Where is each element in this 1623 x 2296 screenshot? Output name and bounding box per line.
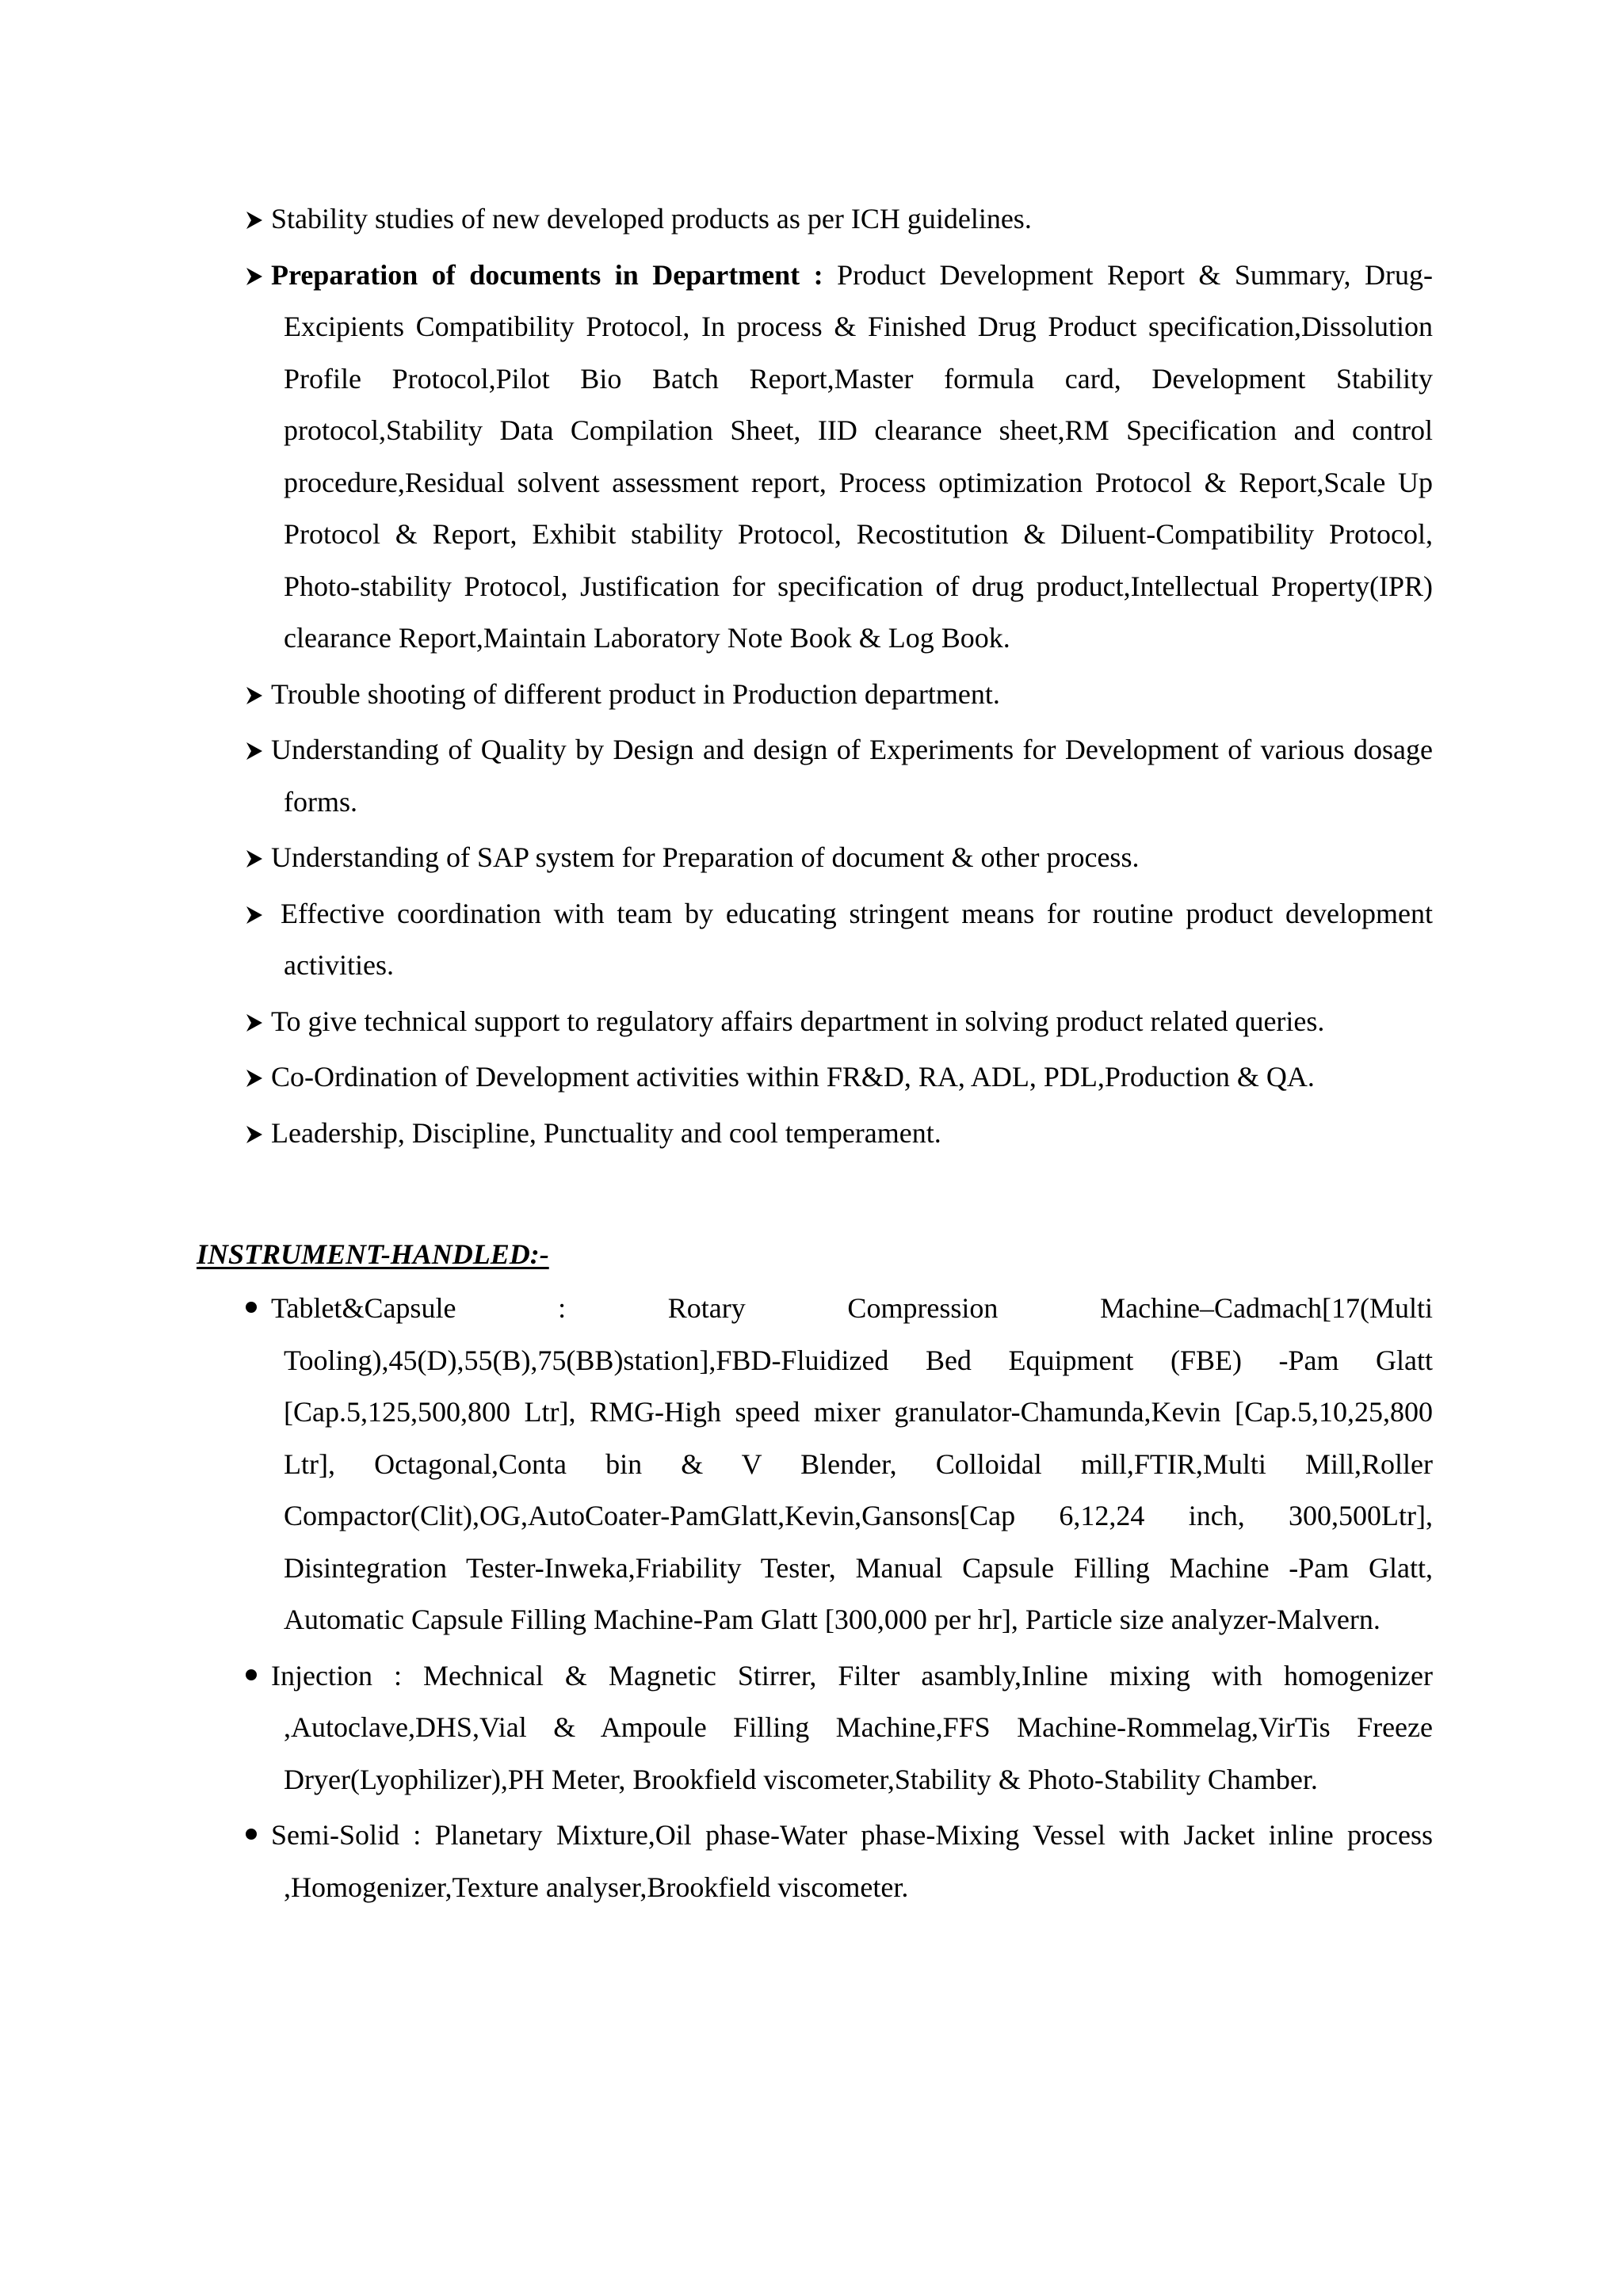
list-item	[197, 1108, 1433, 1160]
list-item	[197, 669, 1433, 721]
bullet-dot-icon	[246, 1650, 266, 1703]
list-item	[197, 888, 1433, 992]
list-item-text: Effective coordination with team by educating stringent means for routine product development activities.	[281, 897, 1433, 981]
arrow-bullet-icon	[246, 193, 266, 246]
list-item	[197, 250, 1433, 665]
list-item	[197, 1810, 1433, 1913]
bullet-dot-icon	[246, 1810, 266, 1862]
duties-list	[197, 193, 1433, 1159]
arrow-bullet-icon	[246, 1051, 266, 1104]
list-item-text: Understanding of SAP system for Preparation of document & other process.	[271, 841, 1140, 873]
arrow-bullet-icon	[246, 1108, 266, 1160]
page-content	[197, 193, 1433, 1917]
list-item	[197, 832, 1433, 884]
list-item	[197, 1283, 1433, 1646]
list-item-text: Trouble shooting of different product in Production department.	[271, 677, 1000, 710]
list-item-text: To give technical support to regulatory affairs department in solving product related queries.	[271, 1005, 1325, 1037]
list-item	[197, 1650, 1433, 1806]
arrow-bullet-icon	[246, 250, 266, 302]
list-item-text: Injection : Mechnical & Magnetic Stirrer, Filter asambly,Inline mixing with homogenizer ,Autoclave,DHS,Vial & Ampoule Filling Machine,FFS Machine-Rommelag,VirTis Freeze Dryer(Lyophilizer),PH Meter, Brookfield viscometer,Stability & Photo-Stability Chamber.	[271, 1659, 1433, 1795]
arrow-bullet-icon	[246, 724, 266, 776]
arrow-bullet-icon	[246, 996, 266, 1048]
arrow-bullet-icon	[246, 888, 266, 940]
arrow-bullet-icon	[246, 832, 266, 884]
section-heading: INSTRUMENT-HANDLED:-	[197, 1238, 549, 1270]
list-item-text: Understanding of Quality by Design and design of Experiments for Development of various dosage forms.	[271, 734, 1433, 818]
bullet-dot-icon	[246, 1283, 266, 1335]
list-item-lead: Preparation of documents in Department :	[271, 258, 823, 291]
list-item	[197, 1051, 1433, 1104]
instruments-list	[197, 1283, 1433, 1913]
list-item	[197, 996, 1433, 1048]
list-item-text: Co-Ordination of Development activities within FR&D, RA, ADL, PDL,Production & QA.	[271, 1061, 1315, 1093]
list-item-text: Product Development Report & Summary, Drug-Excipients Compatibility Protocol, In process & Finished Drug Product specification,Dissolution Profile Protocol,Pilot Bio Batch Report,Master formula card, Development Stability protocol,Stability Data Compilation Sheet, IID clearance sheet,RM Specification and control procedure,Residual solvent assessment report, Process optimization Protocol & Report,Scale Up Protocol & Report, Exhibit stability Protocol, Recostitution & Diluent-Compatibility Protocol, Photo-stability Protocol, Justification for specification of drug product,Intellectual Property(IPR) clearance Report,Maintain Laboratory Note Book & Log Book.	[284, 258, 1433, 654]
list-item-text: Tablet&Capsule : Rotary Compression Machine–Cadmach[17(Multi Tooling),45(D),55(B),75(BB)station],FBD-Fluidized Bed Equipment (FBE) -Pam Glatt [Cap.5,125,500,800 Ltr], RMG-High speed mixer granulator-Chamunda,Kevin [Cap.5,10,25,800 Ltr], Octagonal,Conta bin & V Blender, Colloidal mill,FTIR,Multi Mill,Roller Compactor(Clit),OG,AutoCoater-PamGlatt,Kevin,Gansons[Cap 6,12,24 inch, 300,500Ltr], Disintegration Tester-Inweka,Friability Tester, Manual Capsule Filling Machine -Pam Glatt, Automatic Capsule Filling Machine-Pam Glatt [300,000 per hr], Particle size analyzer-Malvern.	[271, 1292, 1433, 1635]
list-item	[197, 193, 1433, 246]
list-item	[197, 724, 1433, 828]
arrow-bullet-icon	[246, 669, 266, 721]
list-item-text: Stability studies of new developed products as per ICH guidelines.	[271, 203, 1032, 235]
list-item-text: Leadership, Discipline, Punctuality and cool temperament.	[271, 1116, 941, 1149]
list-item-text: Semi-Solid : Planetary Mixture,Oil phase-Water phase-Mixing Vessel with Jacket inline process ,Homogenizer,Texture analyser,Brookfield viscometer.	[271, 1819, 1433, 1903]
